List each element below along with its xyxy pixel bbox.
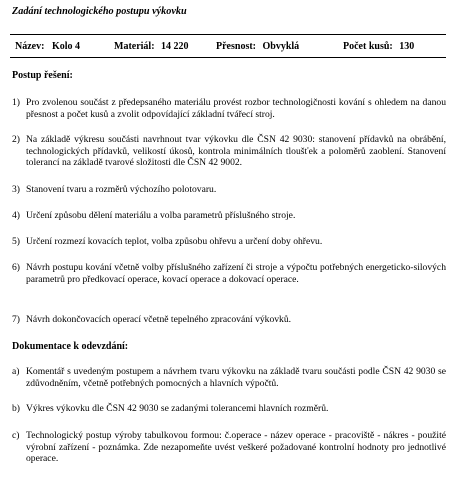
dokumentace-item — [12, 366, 446, 389]
precision-label: Přesnost: — [216, 41, 256, 52]
postup-item — [12, 97, 446, 120]
header-box — [10, 34, 446, 58]
item-number: 5) — [12, 236, 20, 247]
postup-item — [12, 262, 446, 285]
name-field — [15, 41, 80, 53]
dokumentace-item — [12, 403, 446, 415]
item-text: Určení rozmezí kovacích teplot, volba způsobu ohřevu a určení doby ohřevu. — [26, 236, 323, 247]
item-text: Stanovení tvaru a rozměrů výchozího polotovaru. — [26, 184, 217, 195]
postup-heading: Postup řešení: — [12, 70, 73, 81]
count-label: Počet kusů: — [343, 41, 393, 52]
item-number: c) — [12, 430, 20, 441]
item-text: Určení způsobu dělení materiálu a volba parametrů příslušného stroje. — [26, 210, 296, 221]
item-text: Komentář s uvedeným postupem a návrhem tvaru výkovku na základě tvaru součásti podle ČSN 42 9030 se zdůvodněním, včetně potřebných pomocných a hlavních výpočtů. — [26, 366, 446, 389]
postup-item — [12, 236, 446, 248]
postup-item — [12, 134, 446, 169]
name-value: Kolo 4 — [51, 41, 80, 52]
item-text: Na základě výkresu součásti navrhnout tvar výkovku dle ČSN 42 9030: stanovení přídavků na obrábění, technologických přídavků, velikostí úkosů, kontrola minimálních tloušťek a poloměrů zaoblení. Stanovení tolerancí na základě tvarové složitosti dle ČSN 42 9002. — [26, 134, 446, 169]
item-text: Návrh postupu kování včetně volby příslušného zařízení či stroje a výpočtu potřebných energeticko-silových parametrů pro předkovací operace, kovací operace a dokovací operace. — [26, 262, 446, 285]
item-number: 3) — [12, 184, 20, 195]
item-text: Pro zvolenou součást z předepsaného materiálu provést rozbor technologičnosti kování s ohledem na danou přesnost a počet kusů a zvolit odpovídající základní tvářecí stroj. — [26, 97, 446, 120]
postup-item — [12, 314, 446, 326]
dokumentace-item — [12, 430, 446, 465]
item-text: Technologický postup výroby tabulkovou formou: č.operace - název operace - pracoviště - nákres - použité výrobní zařízení - poznámka. Zde nezapomeňte uvést veškeré požadované kontrolní hodnoty pro jednotlivé operace. — [26, 430, 446, 465]
material-value: 14 220 — [161, 41, 189, 52]
count-value: 130 — [399, 41, 415, 52]
item-number: a) — [12, 366, 20, 377]
item-text: Výkres výkovku dle ČSN 42 9030 se zadanými tolerancemi hlavních rozměrů. — [26, 403, 329, 414]
precision-field — [216, 41, 299, 53]
document-title: Zadání technologického postupu výkovku — [12, 6, 187, 17]
item-number: 4) — [12, 210, 20, 221]
dokumentace-heading: Dokumentace k odevzdání: — [12, 341, 129, 352]
precision-value: Obvyklá — [262, 41, 300, 52]
postup-item — [12, 210, 446, 222]
item-number: 2) — [12, 134, 20, 145]
postup-item — [12, 184, 446, 196]
material-label: Materiál: — [114, 41, 155, 52]
item-number: 7) — [12, 314, 20, 325]
item-number: b) — [12, 403, 20, 414]
material-field — [114, 41, 189, 53]
item-number: 6) — [12, 262, 20, 273]
item-text: Návrh dokončovacích operací včetně tepelného zpracování výkovků. — [26, 314, 292, 325]
name-label: Název: — [15, 41, 45, 52]
count-field — [343, 41, 414, 53]
item-number: 1) — [12, 97, 20, 108]
